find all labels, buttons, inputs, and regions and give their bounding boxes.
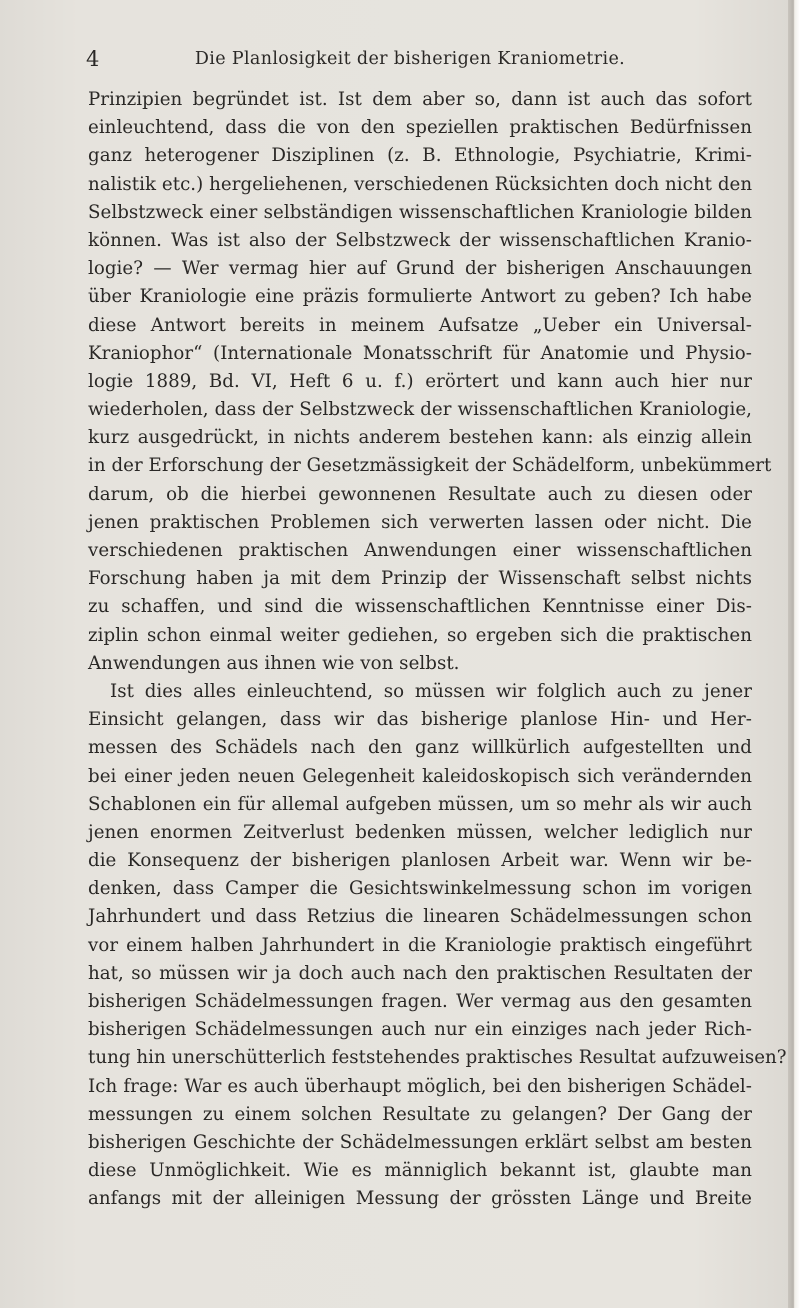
text-line: kurz ausgedrückt, in nichts anderem bestehen kann: als einzig allein bbox=[88, 427, 752, 449]
running-head bbox=[86, 44, 734, 74]
text-line: einleuchtend, dass die von den speziellen praktischen Bedürfnissen bbox=[88, 117, 752, 139]
running-title: Die Planlosigkeit der bisherigen Kraniometrie. bbox=[194, 49, 626, 69]
text-line: Kraniophor“ (Internationale Monatsschrift für Anatomie und Physio- bbox=[88, 342, 752, 364]
text-line: über Kraniologie eine präzis formulierte Antwort zu geben? Ich habe bbox=[88, 286, 752, 308]
text-line: diese Antwort bereits in meinem Aufsatze „Ueber ein Universal- bbox=[88, 314, 752, 336]
text-line: bisherigen Geschichte der Schädelmessungen erklärt selbst am besten bbox=[88, 1131, 752, 1153]
text-line: hat, so müssen wir ja doch auch nach den praktischen Resultaten der bbox=[88, 962, 752, 984]
text-line: Anwendungen aus ihnen wie von selbst. bbox=[88, 652, 460, 674]
text-line: messungen zu einem solchen Resultate zu gelangen? Der Gang der bbox=[88, 1103, 752, 1125]
text-line: zu schaffen, und sind die wissenschaftlichen Kenntnisse einer Dis- bbox=[88, 596, 752, 618]
body-text bbox=[88, 86, 787, 1214]
text-line: Selbstzweck einer selbständigen wissenschaftlichen Kraniologie bilden bbox=[88, 201, 752, 223]
text-line: Ist dies alles einleuchtend, so müssen wir folglich auch zu jener bbox=[110, 680, 752, 702]
text-line: jenen enormen Zeitverlust bedenken müssen, welcher lediglich nur bbox=[88, 821, 752, 843]
text-line: messen des Schädels nach den ganz willkürlich aufgestellten und bbox=[88, 737, 752, 759]
text-line: diese Unmöglichkeit. Wie es männiglich bekannt ist, glaubte man bbox=[88, 1160, 752, 1182]
text-line: Prinzipien begründet ist. Ist dem aber so, dann ist auch das sofort bbox=[88, 89, 752, 110]
text-line: ziplin schon einmal weiter gediehen, so ergeben sich die praktischen bbox=[88, 624, 752, 646]
text-line: bisherigen Schädelmessungen fragen. Wer vermag aus den gesamten bbox=[88, 991, 752, 1012]
text-line: wiederholen, dass der Selbstzweck der wissenschaftlichen Kraniologie, bbox=[88, 399, 752, 421]
text-line: bisherigen Schädelmessungen auch nur ein einziges nach jeder Rich- bbox=[88, 1019, 752, 1041]
text-line: Schablonen ein für allemal aufgeben müssen, um so mehr als wir auch bbox=[88, 793, 752, 815]
text-line: ganz heterogener Disziplinen (z. B. Ethnologie, Psychiatrie, Krimi- bbox=[88, 145, 752, 167]
text-line: die Konsequenz der bisherigen planlosen Arbeit war. Wenn wir be- bbox=[88, 850, 752, 872]
text-line: bei einer jeden neuen Gelegenheit kaleidoskopisch sich verändernden bbox=[88, 765, 752, 787]
text-line: anfangs mit der alleinigen Messung der grössten Länge und Breite bbox=[88, 1188, 752, 1210]
text-line: darum, ob die hierbei gewonnenen Resultate auch zu diesen oder bbox=[88, 483, 752, 505]
text-line: tung hin unerschütterlich feststehendes praktisches Resultat aufzuweisen? bbox=[88, 1047, 787, 1069]
text-line: Ich frage: War es auch überhaupt möglich, bei den bisherigen Schädel- bbox=[88, 1075, 752, 1097]
text-line: Jahrhundert und dass Retzius die linearen Schädelmessungen schon bbox=[88, 906, 752, 928]
text-line: Forschung haben ja mit dem Prinzip der Wissenschaft selbst nichts bbox=[88, 568, 752, 590]
text-line: in der Erforschung der Gesetzmässigkeit der Schädelform, unbekümmert bbox=[88, 455, 772, 477]
text-line: denken, dass Camper die Gesichtswinkelmessung schon im vorigen bbox=[88, 878, 752, 900]
text-line: logie? — Wer vermag hier auf Grund der bisherigen Anschauungen bbox=[88, 258, 752, 280]
page-edge bbox=[788, 0, 800, 1308]
page-number: 4 bbox=[86, 47, 100, 71]
text-line: vor einem halben Jahrhundert in die Kraniologie praktisch eingeführt bbox=[88, 934, 752, 956]
text-line: verschiedenen praktischen Anwendungen einer wissenschaftlichen bbox=[88, 540, 752, 561]
text-line: nalistik etc.) hergeliehenen, verschiedenen Rücksichten doch nicht den bbox=[88, 173, 753, 195]
text-line: können. Was ist also der Selbstzweck der wissenschaftlichen Kranio- bbox=[88, 229, 752, 251]
text-line: Einsicht gelangen, dass wir das bisherige planlose Hin- und Her- bbox=[88, 709, 752, 731]
text-line: jenen praktischen Problemen sich verwerten lassen oder nicht. Die bbox=[88, 511, 752, 533]
text-line: logie 1889, Bd. VI, Heft 6 u. f.) erörtert und kann auch hier nur bbox=[88, 370, 752, 392]
